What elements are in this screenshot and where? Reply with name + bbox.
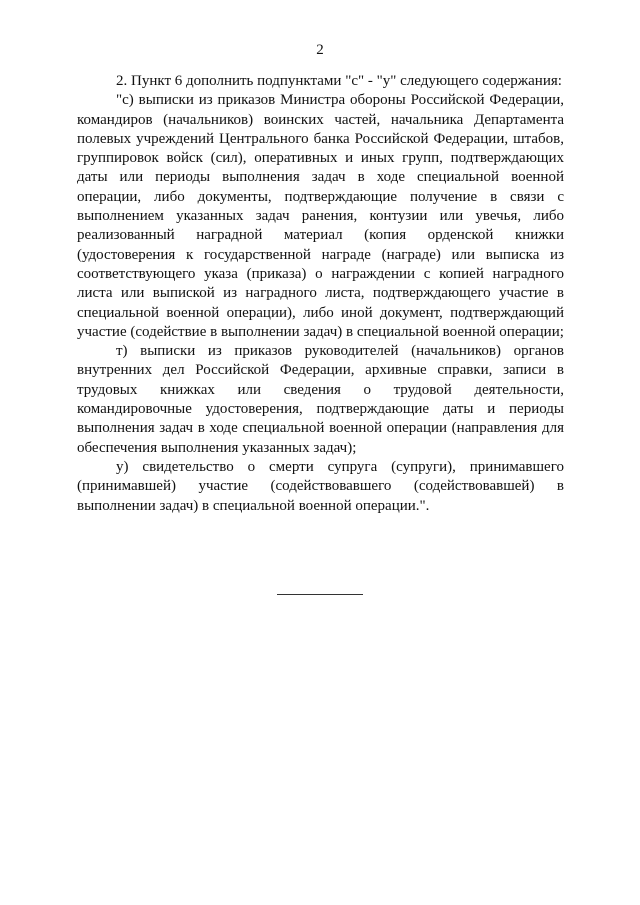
- document-body: [77, 72, 564, 516]
- end-separator-line: [277, 594, 363, 595]
- paragraph-subitem-t: т) выписки из приказов руководителей (начальников) органов внутренних дел Российской Федерации, архивные справки, записи в трудовых книжках или сведения о трудовой деятельности, командировочные удостоверения, подтверждающие даты и периоды выполнения задач в ходе специальной военной операции (направления для обеспечения выполнения указанных задач);: [77, 343, 564, 456]
- paragraph-subitem-s: "с) выписки из приказов Министра обороны Российской Федерации, командиров (начальников) воинских частей, начальника Департамента полевых учреждений Центрального банка Российской Федерации, штабов, группировок войск (сил), оперативных и иных групп, подтверждающих даты или периоды выполнения задач в ходе специальной военной операции, либо документы, подтверждающие получение в связи с выполнением указанных задач ранения, контузии или увечья, либо реализованный наградной материал (копия орденской книжки (удостоверения к государственной награде (награде) или выписка из соответствующего указа (приказа) о награждении с копией наградного листа или выпиской из наградного листа, подтверждающего участие в специальной военной операции), либо иной документ, подтверждающий участие (содействие в выполнении задач) в специальной военной операции;: [77, 92, 564, 340]
- paragraph-amendment-intro: 2. Пункт 6 дополнить подпунктами "с" - "у" следующего содержания:: [116, 73, 562, 89]
- page-number: 2: [316, 42, 324, 58]
- paragraph-subitem-u: у) свидетельство о смерти супруга (супруги), принимавшего (принимавшей) участие (содействовавшего (содействовавшей) в выполнении задач) в специальной военной операции.".: [77, 458, 564, 514]
